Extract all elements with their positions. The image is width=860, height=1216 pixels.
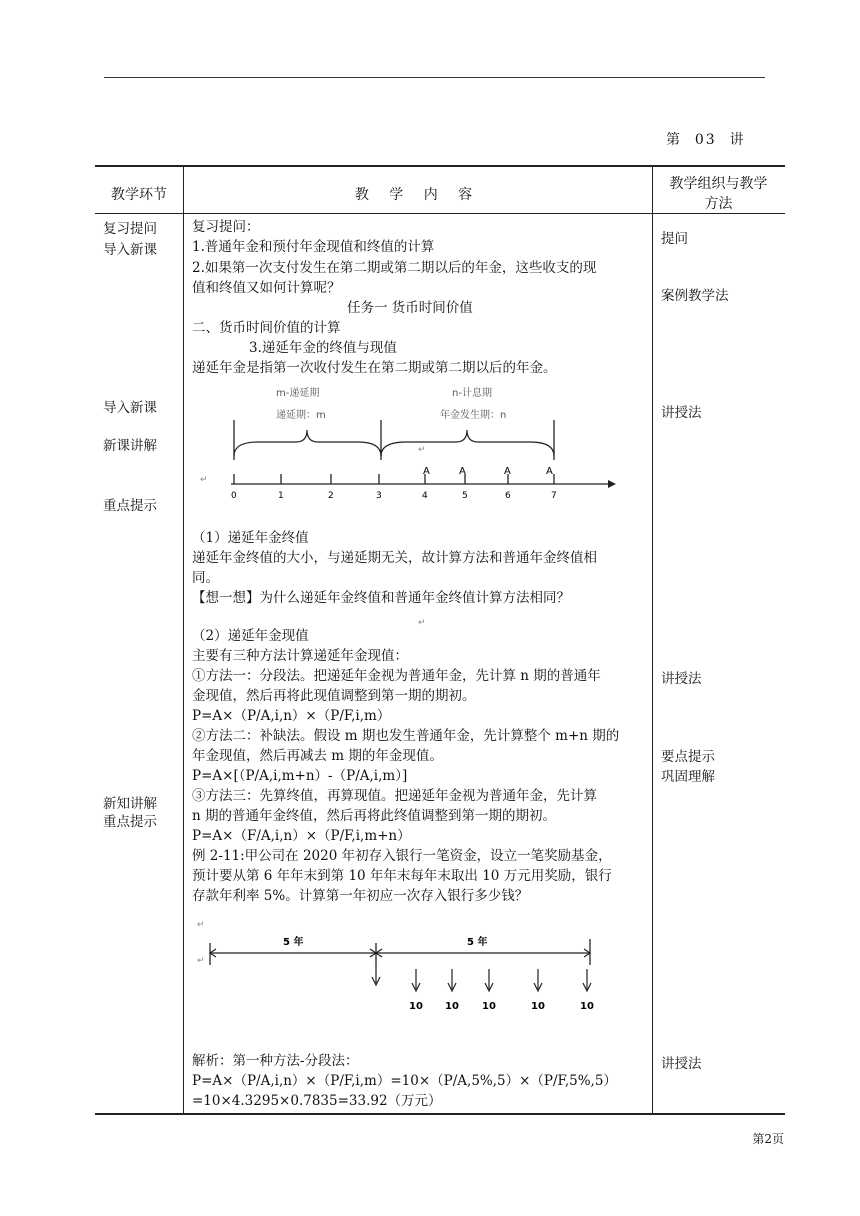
header-row-divider (95, 213, 785, 214)
withdrawal-amount: 10 (580, 1001, 594, 1012)
withdrawal-timeline (195, 915, 625, 1015)
solution-result: =10×4.3295×0.7835=33.92（万元） (192, 1093, 442, 1109)
content-line: 主要有三种方法计算递延年金现值： (192, 648, 408, 664)
m-label: 递延期：m (276, 410, 326, 421)
example-line: 预计要从第 6 年年末到第 10 年年末每年末取出 10 万元用奖励，银行 (192, 868, 612, 884)
segment1-label: 5 年 (283, 937, 304, 948)
method-2: ②方法二：补缺法。假设 m 期也发生普通年金，先计算整个 m+n 期的 (192, 728, 620, 744)
header-teaching-stage: 教学环节 (111, 187, 167, 203)
subheading-pv: （2）递延年金现值 (192, 628, 309, 644)
timeline-tick-label: 2 (328, 491, 334, 501)
section-heading: 二、货币时间价值的计算 (192, 320, 341, 336)
content-line: 值和终值又如何计算呢？ (192, 280, 341, 296)
svg-text:↵: ↵ (197, 956, 205, 966)
lecture-number: 第 03 讲 (666, 132, 746, 148)
timeline-tick-label: 4 (422, 491, 428, 501)
timeline-arrowhead (608, 480, 616, 488)
annuity-a-4: A (423, 466, 430, 477)
method-lecture-3: 讲授法 (661, 1056, 702, 1072)
withdrawal-amount: 10 (531, 1001, 545, 1012)
header-teaching-content: 教 学 内 容 (354, 187, 481, 203)
annuity-a-5: A (459, 466, 466, 477)
column-divider-2 (652, 167, 653, 1113)
content-line: 2.如果第一次支付发生在第二期或第二期以后的年金，这些收支的现 (192, 260, 597, 276)
content-line: 年金现值，然后再减去 m 期的年金现值。 (192, 748, 443, 764)
content-line: 递延年金终值的大小，与递延期无关，故计算方法和普通年金终值相 (192, 550, 597, 566)
subheading-fv: （1）递延年金终值 (192, 530, 309, 546)
timeline-ticks (231, 474, 557, 501)
svg-text:↵: ↵ (197, 920, 205, 930)
timeline-tick-label: 7 (551, 491, 557, 501)
n-label: 年金发生期：n (440, 410, 507, 421)
stage-intro-2: 导入新课 (103, 400, 157, 416)
page-number: 第2页 (752, 1132, 784, 1146)
withdrawal-arrows (409, 969, 594, 1012)
method-consolidate: 巩固理解 (661, 769, 715, 785)
timeline-tick-label: 5 (462, 491, 468, 501)
example-line: 存款年利率 5%。计算第一年初应一次存入银行多少钱？ (192, 888, 529, 904)
timeline-tick-label: 0 (231, 491, 237, 501)
stage-key-points: 重点提示 (103, 498, 157, 514)
solution-heading: 解析：第一种方法-分段法： (192, 1053, 359, 1069)
annuity-marks (423, 466, 553, 477)
header-method-line2: 方法 (704, 196, 733, 212)
method-key-points: 要点提示 (661, 749, 715, 765)
content-line: 复习提问： (192, 219, 260, 235)
header-method-line1: 教学组织与教学 (669, 176, 768, 192)
lesson-table (95, 165, 785, 1115)
formula-2: P=A×[（P/A,i,m+n）-（P/A,i,m）] (192, 768, 408, 784)
withdrawal-amount: 10 (409, 1001, 423, 1012)
stage-key-points-2: 重点提示 (103, 814, 157, 830)
method-3: ③方法三：先算终值，再算现值。把递延年金视为普通年金，先计算 (192, 788, 597, 804)
method-1: ①方法一：分段法。把递延年金视为普通年金，先计算 n 期的普通年 (192, 668, 601, 684)
deferral-brace (234, 430, 381, 456)
stage-review: 复习提问 (103, 221, 157, 237)
formula-1: P=A×（P/A,i,n）×（P/F,i,m） (192, 708, 391, 724)
method-question: 提问 (661, 231, 688, 247)
withdrawal-amount: 10 (445, 1001, 459, 1012)
withdrawal-amount: 10 (482, 1001, 496, 1012)
column-divider-1 (183, 167, 184, 1113)
formula-3: P=A×（F/A,i,n）×（P/F,i,m+n） (192, 828, 411, 844)
svg-text:↵: ↵ (418, 445, 426, 455)
segment2-label: 5 年 (467, 937, 488, 948)
subsection-heading: 3.递延年金的终值与现值 (249, 340, 397, 356)
annuity-brace (381, 430, 554, 456)
timeline-tick-label: 3 (376, 491, 382, 501)
annuity-a-6: A (504, 466, 511, 477)
definition-line: 递延年金是指第一次收付发生在第二期或第二期以后的年金。 (192, 360, 557, 376)
method-lecture-2: 讲授法 (661, 671, 702, 687)
task-title: 任务一 货币时间价值 (347, 300, 473, 316)
stage-new-knowledge: 新知讲解 (103, 796, 157, 812)
solution-formula: P=A×（P/A,i,n）×（P/F,i,m）=10×（P/A,5%,5）×（P/F,5%,5） (192, 1073, 617, 1089)
svg-text:↵: ↵ (200, 475, 208, 485)
header-rule (104, 77, 765, 78)
content-line: 1.普通年金和预付年金现值和终值的计算 (192, 239, 435, 255)
stage-intro: 导入新课 (103, 242, 157, 258)
method-lecture: 讲授法 (661, 405, 702, 421)
timeline-tick-label: 6 (505, 491, 511, 501)
m-period-label: m-递延期 (276, 388, 320, 399)
think-prompt: 【想一想】为什么递延年金终值和普通年金终值计算方法相同？ (192, 590, 570, 606)
example-line: 例 2-11:甲公司在 2020 年初存入银行一笔资金，设立一笔奖励基金， (192, 848, 612, 864)
method-case: 案例教学法 (661, 288, 729, 304)
annuity-a-7: A (546, 466, 553, 477)
svg-text:↵: ↵ (418, 618, 426, 628)
content-line: 金现值，然后再将此现值调整到第一期的期初。 (192, 688, 476, 704)
content-line: n 期的普通年金终值，然后再将此终值调整到第一期的期初。 (192, 808, 556, 824)
content-line: 同。 (192, 570, 219, 586)
n-period-label: n-计息期 (452, 388, 492, 399)
stage-new-lesson: 新课讲解 (103, 438, 157, 454)
timeline-tick-label: 1 (278, 491, 284, 501)
